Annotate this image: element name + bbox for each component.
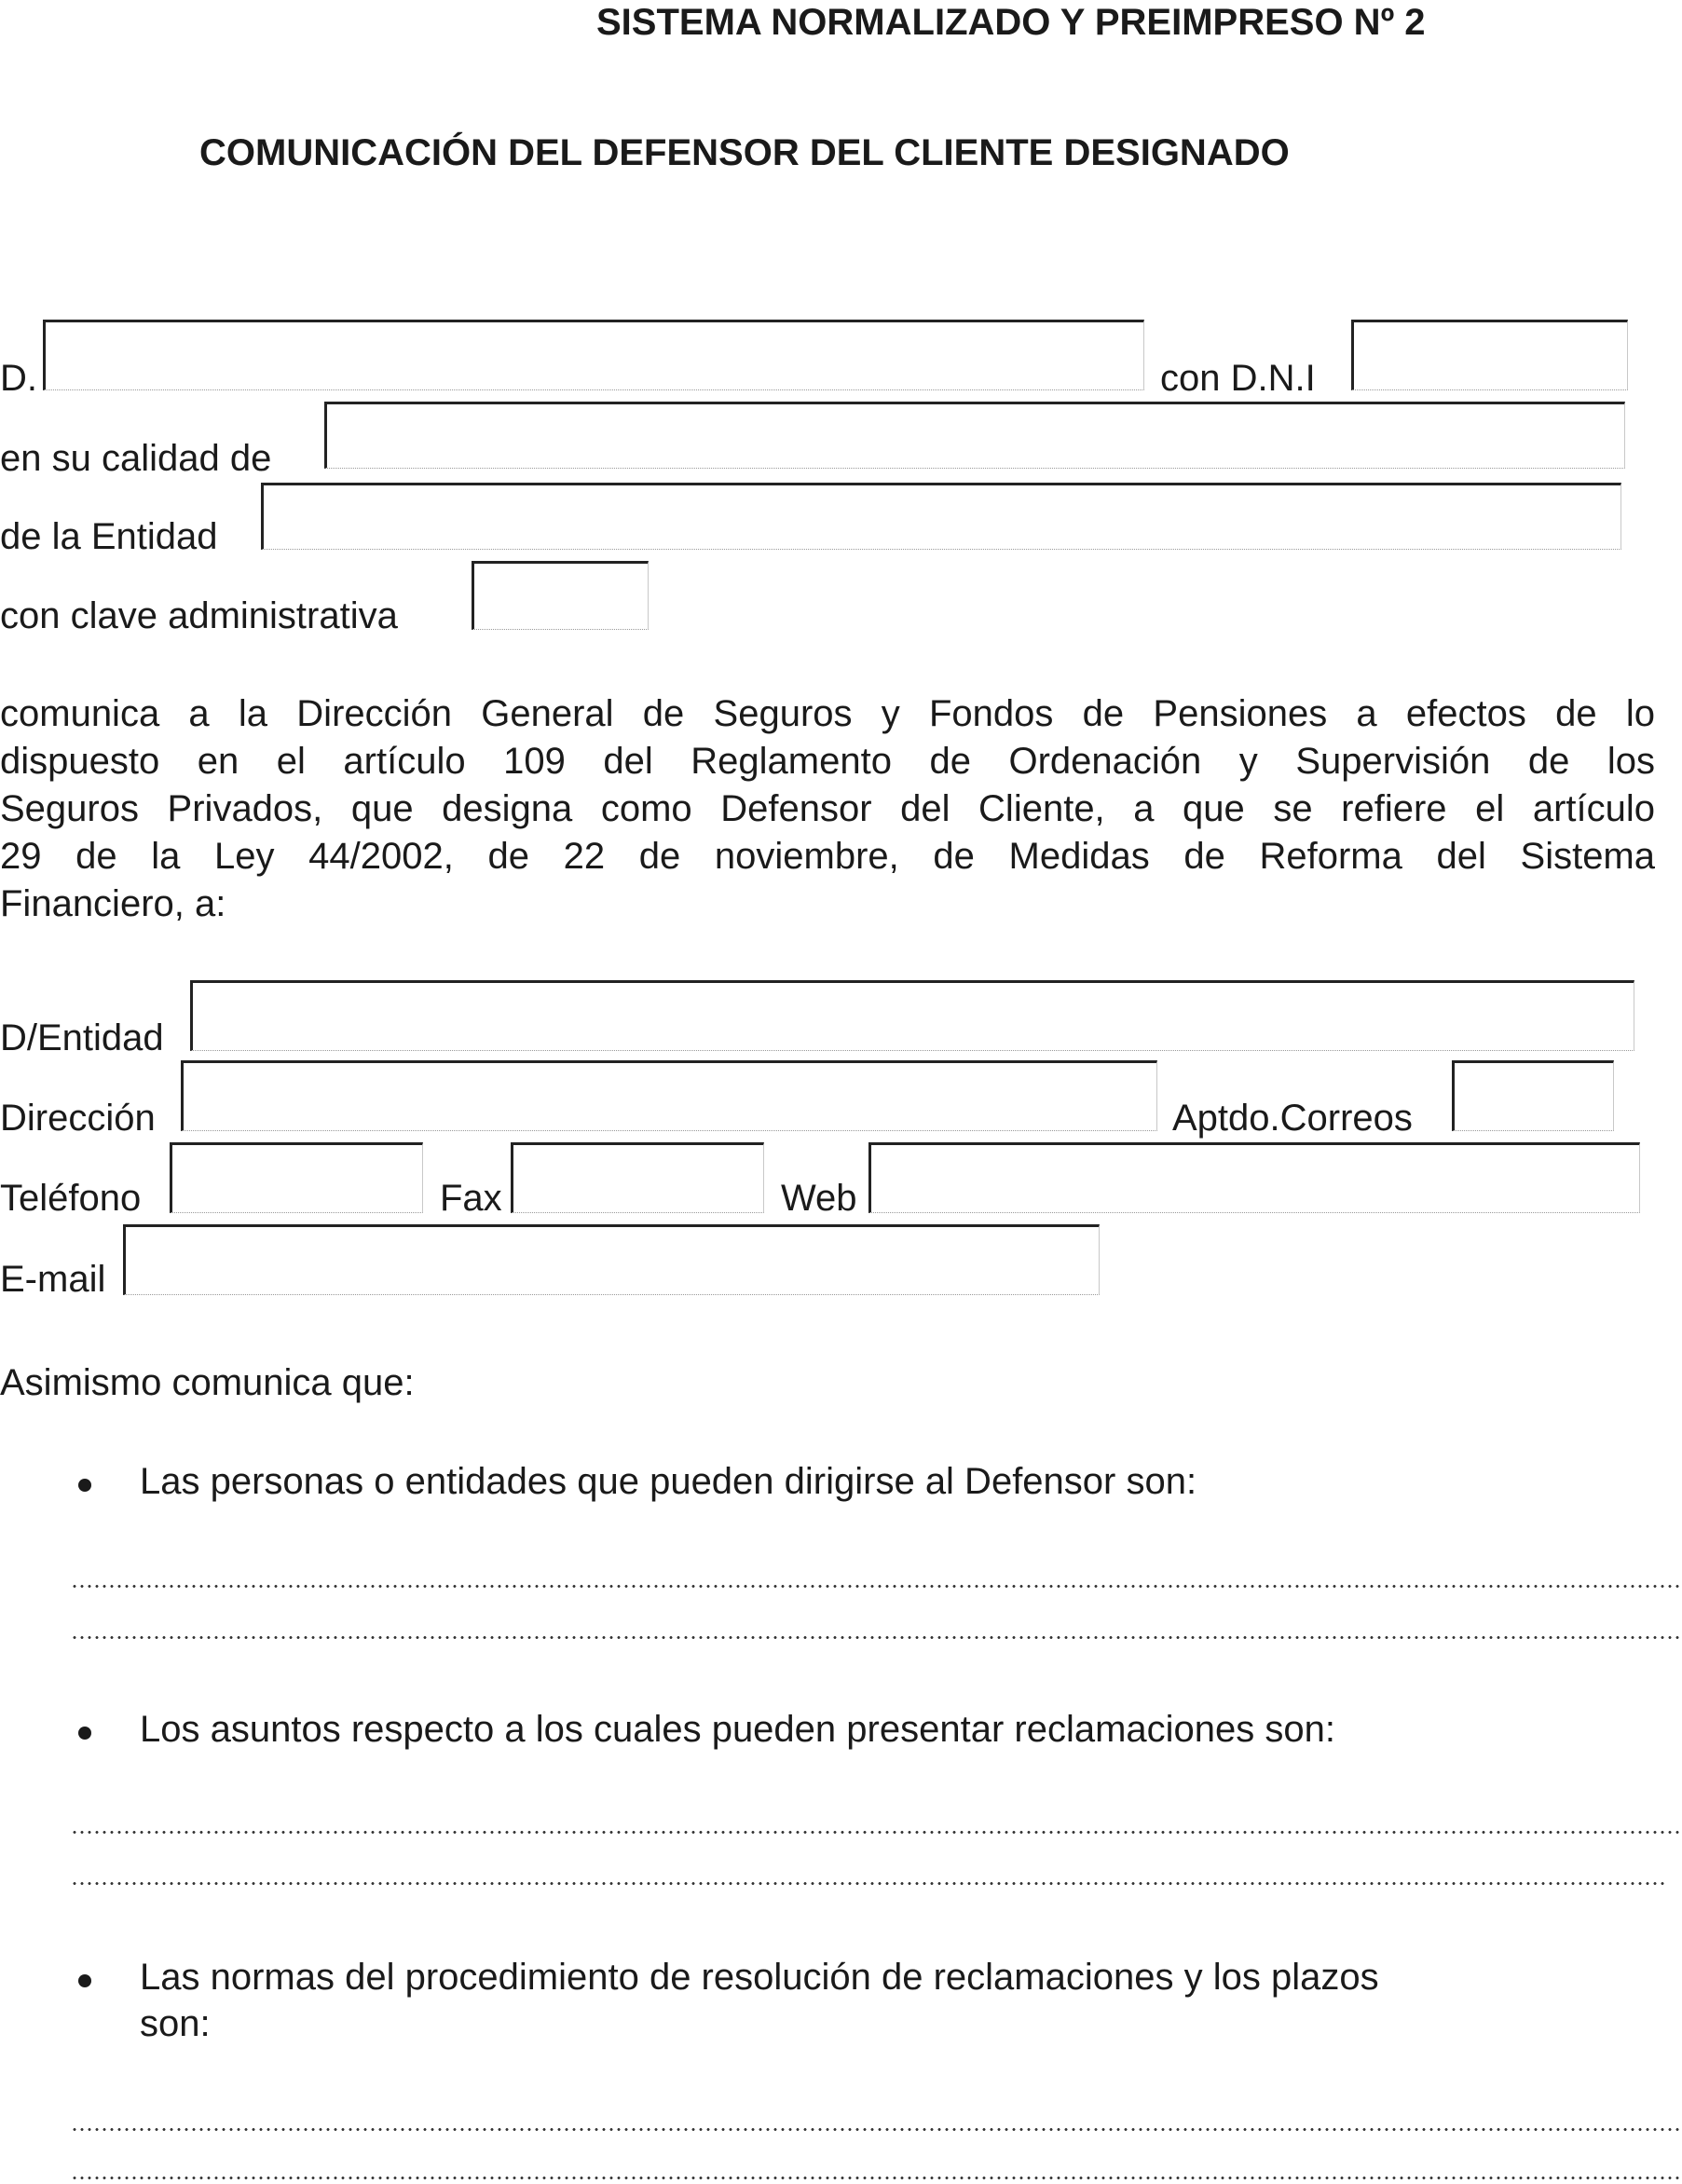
bullet-2-text: Los asuntos respecto a los cuales pueden presentar reclamaciones son: (140, 1709, 1335, 1750)
bullet-marker (78, 1974, 91, 1987)
communication-line-2: dispuesto en el artículo 109 del Reglamento de Ordenación y Supervisión de los (0, 741, 1655, 782)
communication-line-5: Financiero, a: (0, 883, 226, 924)
asimismo-text: Asimismo comunica que: (0, 1362, 415, 1403)
d-label: D. (0, 358, 37, 399)
communication-line-3: Seguros Privados, que designa como Defensor del Cliente, a que se refiere el artículo (0, 788, 1655, 829)
dotted-line (71, 2177, 1681, 2179)
dni-field[interactable] (1351, 320, 1628, 390)
entidad-field[interactable] (261, 483, 1621, 550)
web-field[interactable] (868, 1142, 1640, 1213)
apartado-field[interactable] (1452, 1060, 1614, 1131)
calidad-field[interactable] (324, 402, 1625, 469)
d-entidad-label: D/Entidad (0, 1017, 164, 1058)
bullet-marker (78, 1727, 91, 1740)
dotted-line (71, 1882, 1664, 1885)
system-title: SISTEMA NORMALIZADO Y PREIMPRESO Nº 2 (596, 2, 1426, 43)
communication-line-1: comunica a la Dirección General de Seguros y Fondos de Pensiones a efectos de lo (0, 693, 1655, 734)
calidad-label: en su calidad de (0, 438, 272, 479)
name-field[interactable] (43, 320, 1144, 390)
clave-label: con clave administrativa (0, 595, 398, 636)
bullet-3-text-continued: son: (140, 2003, 211, 2044)
dotted-line (71, 2128, 1681, 2131)
entidad-label: de la Entidad (0, 516, 218, 557)
dotted-line (71, 1831, 1681, 1834)
telefono-label: Teléfono (0, 1178, 142, 1219)
bullet-1-text: Las personas o entidades que pueden dirigirse al Defensor son: (140, 1461, 1197, 1502)
web-label: Web (781, 1178, 857, 1219)
clave-field[interactable] (472, 561, 649, 630)
direccion-field[interactable] (181, 1060, 1157, 1131)
d-entidad-field[interactable] (190, 980, 1634, 1051)
communication-line-4: 29 de la Ley 44/2002, de 22 de noviembre, de Medidas de Reforma del Sistema (0, 836, 1655, 877)
email-label: E-mail (0, 1259, 106, 1300)
direccion-label: Dirección (0, 1098, 156, 1139)
communication-paragraph (0, 690, 1655, 928)
fax-label: Fax (440, 1178, 502, 1219)
telefono-field[interactable] (170, 1142, 423, 1213)
dni-label: con D.N.I (1160, 358, 1316, 399)
dotted-line (71, 1585, 1681, 1588)
bullet-3-text: Las normas del procedimiento de resolución de reclamaciones y los plazos (140, 1957, 1379, 1998)
dotted-line (71, 1636, 1681, 1639)
bullet-marker (78, 1479, 91, 1492)
apartado-label: Aptdo.Correos (1172, 1098, 1413, 1139)
email-field[interactable] (123, 1224, 1100, 1295)
form-title: COMUNICACIÓN DEL DEFENSOR DEL CLIENTE DESIGNADO (199, 132, 1290, 173)
fax-field[interactable] (511, 1142, 764, 1213)
